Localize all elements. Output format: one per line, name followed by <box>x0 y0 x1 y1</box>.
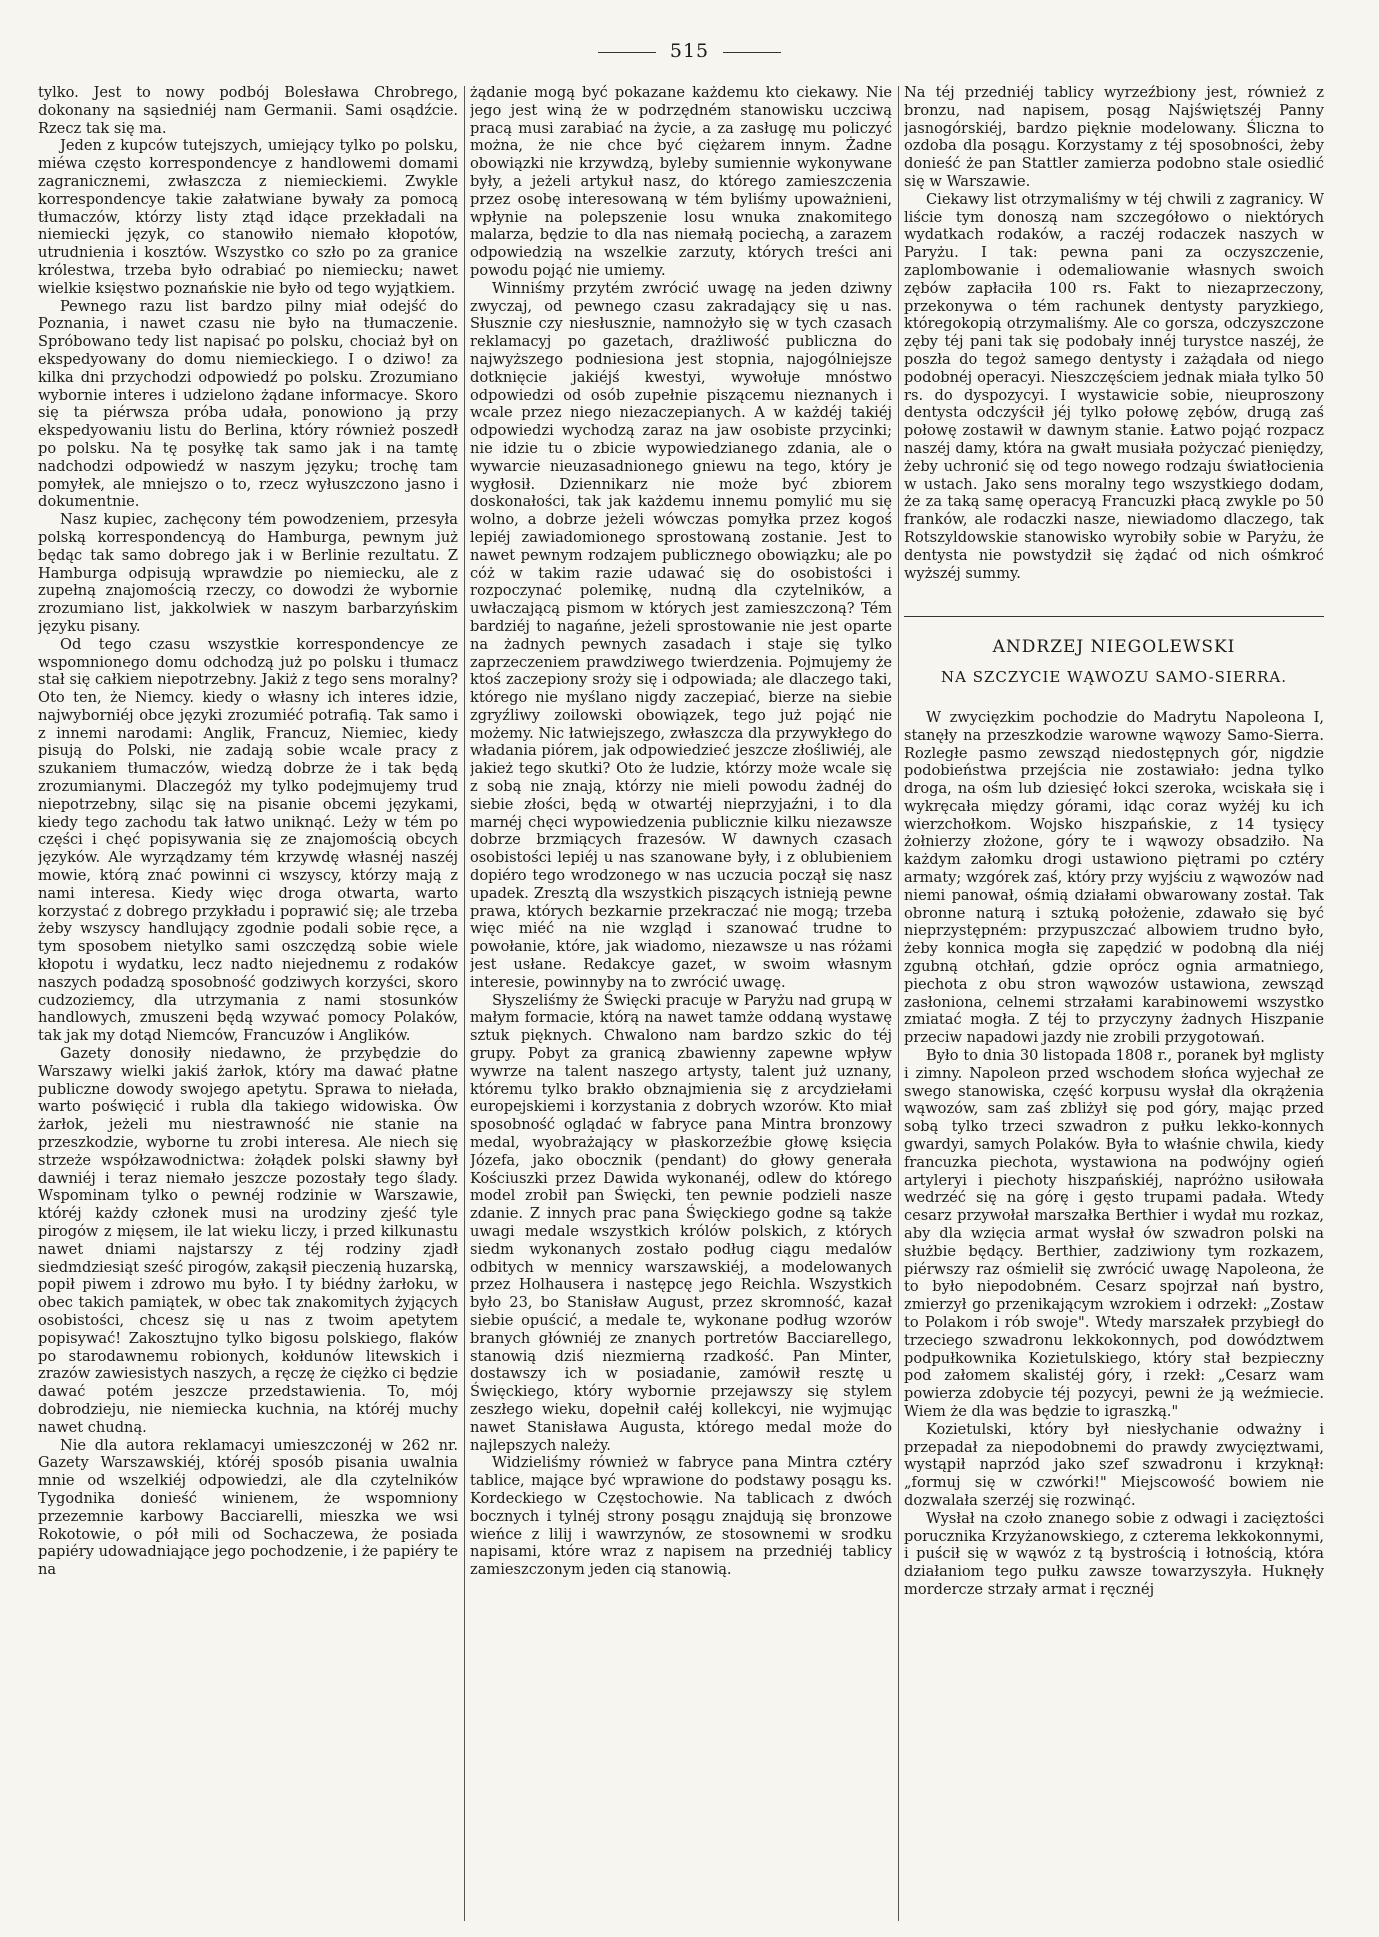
paragraph: Widzieliśmy również w fabryce pana Mintra cztéry tablice, mające być wprawione do podstawy posągu ks. Kordeckiego w Częstochowie. Na tablicach z dwóch bocznych i tylnéj strony posągu znajdują się bronzowe wieńce z lilij i wawrzynów, ze stosownemi w srodku napisami, które wraz z napisem na przedniéj tablicy zamieszczonym jeden cią stanowią. <box>470 1454 892 1579</box>
paragraph: W zwycięzkim pochodzie do Madrytu Napoleona I, stanęły na przeszkodzie warowne wąwozy Samo-Sierra. Rozległe pasmo zewsząd niedostępnych gór, nigdzie podobieństwa przejścia nie zostawiało: jedna tylko droga, na ośm lub dziesięć łokci szeroka, wciskała się i wykręcała między górami, idąc coraz wyżéj ku ich wierzchołkom. Wojsko hiszpańskie, z 14 tysięcy żołnierzy złożone, góry te i wąwozy obsadziło. Na każdym załomku drogi ustawiono piętrami po cztéry armaty; wzgórek zaś, który przy wyjściu z wąwozów nad niemi panował, ośmią działami obwarowany został. Tak obronne naturą i sztuką położenie, zdawało się być nieprzystępném: przypuszczać albowiem trudno było, żeby konnica mogła się zapędzić w podobną dla niéj zgubną otchłań, gdzie oprócz ognia armatniego, piechota z obu stron wąwozów ustawiona, zewsząd zasłoniona, celnemi strzałami karabinowemi wszystko zmiatać mogła. Z téj to przyczyny żadnych Hiszpanie przeciw napadowi jazdy nie zrobili przygotowań. <box>904 708 1324 1047</box>
paragraph: Nie dla autora reklamacyi umieszczonéj w 262 nr. Gazety Warszawskiéj, któréj sposób pisania uwalnia mnie od wszelkiéj odpowiedzi, ale dla czytelników Tygodnika donieść winienem, że wspomniony przezemnie karbowy Bacciarelli, mieszka we wsi Rokotowie, o pół mili od Sochaczewa, że posiada papiéry udowadniające jego pochodzenie, i że papiéry te na <box>38 1436 458 1579</box>
column-rule <box>898 86 899 1921</box>
page-number <box>0 40 1379 62</box>
column-middle <box>470 84 892 1924</box>
paragraph: Jeden z kupców tutejszych, umiejący tylko po polsku, miéwa często korrespondencye z handlowemi domami zagranicznemi, zwłaszcza z niemieckiemi. Zwykle korrespondencye takie załatwiane bywały za pomocą tłumaczów, którzy listy ztąd idące przekładali na niemiecki język, co stanowiło niemało kłopotów, utrudnienia i kosztów. Wszystko co szło po za granice królestwa, trzeba było odrabiać po niemiecku; nawet wielkie księstwo poznańskie nie było od tego wyjątkiem. <box>38 137 458 297</box>
column-left <box>38 84 458 1924</box>
paragraph: Winniśmy przytém zwrócić uwagę na jeden dziwny zwyczaj, od pewnego czasu zakradający się u nas. Słusznie czy niesłusznie, namnożyło się w tych czasach reklamacyj po gazetach, drażliwość publiczna do najwyższego podniesiona jest stopnia, najogólniejsze dotknięcie jakiéjś kwestyi, wywołuje mnóstwo odpowiedzi od osób zupełnie piszącemu nieznanych i wcale przez niego niezaczepianych. A w każdéj takiéj odpowiedzi wychodzą zaraz na jaw osobiste przycinki; nie idzie tu o zbicie wypowiedzianego zdania, ale o wywarcie nieuzasadnionego gniewu na tego, który je wygłosił. Dziennikarz nie może być zbiorem doskonałości, tak jak każdemu innemu pomylić mu się wolno, a dobrze jeżeli wówczas pomyłka przez kogoś lepiéj zawiadomionego sprostowaną zostanie. Jest to nawet pewnym rodzajem publicznego obowiązku; ale po cóż w takim razie udawać się do osobistości i rozpoczynać polemikę, nudną dla czytelników, a uwłaczającą pismom w których jest zamieszczoną? Tém bardziéj to nagańne, jeżeli sprostowanie nie jest oparte na żadnych pewnych zasadach i staje się tylko zaprzeczeniem prawdziwego twierdzenia. Pojmujemy że ktoś zaczepiony sroży się i odpowiada; ale dlaczego taki, którego nie myślano nigdy zaczepiać, bierze na siebie zgryźliwy zoilowski obowiązek, tego już pojąć nie możemy. Nic łatwiejszego, zwłaszcza dla przywykłego do władania piórem, jak odpowiedzieć jeszcze złośliwiéj, ale jakież tego skutki? Oto że ludzie, którzy może wcale się z sobą nie znają, którzy nie mieli powodu żadnéj do siebie złości, będą w otwartéj nieprzyjaźni, i to dla marnéj chęci wypowiedzenia publicznie kilku niezawsze dobrze brzmiących frazesów. W dawnych czasach osobistości lepiéj u nas szanowane były, i z oblubieniem dopiéro tego wrodzonego w nas uczucia począł się nasz upadek. Zresztą dla wszystkich piszących istnieją pewne prawa, których bezkarnie przekraczać nie mogą; trzeba więc miéć na nie wzgląd i szanować trudne to powołanie, które, jak wiadomo, niezawsze u nas różami jest usłane. Redakcye gazet, w swoim własnym interesie, powinnyby na to zwrócić uwagę. <box>470 279 892 991</box>
paragraph: Od tego czasu wszystkie korrespondencye ze wspomnionego domu odchodzą już po polsku i tłumacz stał się całkiem niepotrzebny. Jakiż z tego sens moralny? Oto ten, że Niemcy. kiedy o własny ich interes idzie, najwyborniéj obce języki zrozumiéć potrafią. Tak samo i z innemi narodami: Anglik, Francuz, Niemiec, kiedy pisują do Polski, nie zadają sobie wcale pracy z szukaniem tłumaczów, wiedzą dobrze że i tak będą zrozumianymi. Dlaczegóż my tylko podejmujemy trud niepotrzebny, siląc się na pisanie obcemi językami, kiedy tego zachodu tak łatwo uniknąć. Leży w tém po części i chęć popisywania się ze znajomością obcych języków. Ale wyrządzamy tém krzywdę własnéj naszéj mowie, którą znać powinni ci wszyscy, którzy mają z nami interesa. Kiedy więc droga otwarta, warto korzystać z dobrego przykładu i poprawić się; ale trzeba żeby wszyscy handlujący zgodnie podali sobie ręce, a tym sposobem nietylko sami oszczędzą sobie wiele kłopotu i wydatku, lecz nadto niejednemu z rodaków naszych podadzą sposobność godziwych korzyści, skoro cudzoziemcy, dla utrzymania z nami stosunków handlowych, zmuszeni będą wzywać pomocy Polaków, tak jak my dotąd Niemców, Francuzów i Anglików. <box>38 635 458 1045</box>
paragraph: Nasz kupiec, zachęcony tém powodzeniem, przesyła polską korrespondencyą do Hamburga, pewnym już będąc tak samo dobrego jak i w Berlinie rezultatu. Z Hamburga odpisują wprawdzie po niemiecku, ale z zupełną znajomością rzeczy, co dowodzi że wybornie zrozumiano list, jakkolwiek w naszym barbarzyńskim języku pisany. <box>38 511 458 635</box>
paragraph: Gazety donosiły niedawno, że przybędzie do Warszawy wielki jakiś żarłok, który ma dawać płatne publiczne dowody swojego apetytu. Sprawa to niełada, warto poświęcić i rubla dla takiego widowiska. Ów żarłok, jeżeli mu niestrawność nie stanie na przeszkodzie, wyborne tu zrobi interesa. Ale niech się strzeże współzawodnictwa: żołądek polski sławny był dawniéj i teraz niemało jeszcze pozostały tego ślady. Wspominam tylko o pewnéj rodzinie w Warszawie, któréj każdy członek musi na urodziny zjeść tyle pirogów z mięsem, ile lat wieku liczy, i przed kilkunastu nawet dniami najstarszy z téj rodziny zjadł siedmdziesiąt sześć pirogów, zakąsił pieczenią huzarską, popił piwem i zdrowo mu było. I ty biédny żarłoku, w obec takich pamiątek, w obec tak znakomitych żyjących osobistości, chcesz się u nas z twoim apetytem popisywać! Zakosztujno tylko bigosu polskiego, flaków po starodawnemu robionych, kołdunów litewskich i zrazów zawiesistych naszych, a ręczę że ciężko ci będzie dawać potém jeszcze przedstawienia. To, mój dobrodzieju, nie niemiecka kuchnia, na któréj muchy nawet chudną. <box>38 1045 458 1436</box>
paragraph: żądanie mogą być pokazane każdemu kto ciekawy. Nie jego jest winą że w podrzędném stanowisku uczciwą pracą musi zarabiać na życie, a za zasługę mu policzyć można, że nie chce być ciężarem innym. Żadne obowiązki nie krzywdzą, byleby sumiennie wykonywane były, a jeżeli artykuł nasz, do którego zamieszczenia przez osobę interesowaną w tém byliśmy upoważnieni, wpłynie na polepszenie losu wnuka znakomitego malarza, będzie to dla nas niemałą pociechą, a zarazem odpowiedzią na wszelkie zarzuty, których treści ani powodu pojąć nie umiemy. <box>470 84 892 279</box>
paragraph: Słyszeliśmy że Święcki pracuje w Paryżu nad grupą w małym formacie, którą na nawet tamże oddaną wystawę sztuk pięknych. Chwalono nam bardzo szkic do téj grupy. Pobyt za granicą zbawienny zapewne wpływ wywrze na talent naszego artysty, talent już uznany, któremu tylko brakło obznajmienia się z arcydziełami europejskiemi i korzystania z dobrych wzorów. Kto miał sposobność oglądać w fabryce pana Mintra bronzowy medal, wyobrażający w płaskorzeźbie głowę księcia Józefa, jako obocznik (pendant) do głowy generała Kościuszki przez Dawida wykonanéj, odlew do którego model zrobił pan Święcki, ten pewnie podzieli nasze zdanie. Z innych prac pana Święckiego godne są także uwagi medale wszystkich królów polskich, z których siedm wykonanych zostało podług ciągu medalów odbitych w mennicy warszawskiéj, a modelowanych przez Holhausera i następcę jego Reichla. Wszystkich było 23, bo Stanisław August, przez skromność, kazał siebie opuścić, a medale te, wykonane podług wzorów branych główniéj ze znanych portretów Bacciarellego, stanowią dziś niezmierną rzadkość. Pan Minter, dostawszy ich w posiadanie, zamówił resztę u Święckiego, który wybornie przejawszy się stylem zeszłego wieku, dopełnił całéj kollekcyi, nie wyjmując nawet Stanisława Augusta, którego medal może do najlepszych należy. <box>470 991 892 1454</box>
paragraph: Było to dnia 30 listopada 1808 r., poranek był mglisty i zimny. Napoleon przed wschodem słońca wyjechał ze swego stanowiska, część korpusu wysłał dla okrążenia wąwozów, sam zaś zbliżył się pod góry, mając przed sobą tylko trzeci szwadron z pułku lekko-konnych gwardyi, samych Polaków. Była to właśnie chwila, kiedy francuzka piechota, wystawiona na podwójny ogień artyleryi i piechoty hiszpańskiéj, napróżno usiłowała wedrzéć się na górę i gęsto trupami padała. Wtedy cesarz przywołał marszałka Berthier i wydał mu rozkaz, aby dla wzięcia armat wysłał ów szwadron polski na służbie będący. Berthier, zadziwiony tym rozkazem, piérwszy raz ośmielił się zwrócić uwagę Napoleona, że to było niepodobném. Cesarz spojrzał nań bystro, zmierzył go przenikającym wzrokiem i odrzekł: „Zostaw to Polakom i rób swoje". Wtedy marszałek przybiegł do trzeciego szwadronu lekkokonnych, pod dowództwem podpułkownika Kozietulskiego, który stał bezpieczny pod załomem skalistéj góry, i rzekł: „Cesarz wam powierza zdobycie téj pozycyi, pewni że ją weźmiecie. Wiem że dla was będzie to igraszką." <box>904 1047 1324 1420</box>
page-number-text: 515 <box>669 40 710 62</box>
paragraph: tylko. Jest to nowy podbój Bolesława Chrobrego, dokonany na sąsiedniéj nam Germanii. Sami osądźcie. Rzecz tak się ma. <box>38 84 458 137</box>
paragraph: Ciekawy list otrzymaliśmy w téj chwili z zagranicy. W liście tym donoszą nam szczegółowo o niektórych wydatkach rodaków, a raczéj rodaczek naszych w Paryżu. I tak: pewna pani za oczyszczenie, zaplombowanie i odemaliowanie własnych swoich zębów zapłaciła 100 rs. Fakt to niezaprzeczony, przekonywa o tém rachunek dentysty paryzkiego, któregokopią otrzymaliśmy. Ale co gorsza, odczyszczone zęby téj pani tak się podobały innéj turystce naszéj, że poszła do tegoż samego dentysty i zażądała od niego podobnéj operacyi. Nieszczęściem jednak miała tylko 50 rs. do dyspozycyi. I wystawicie sobie, nieuproszony dentysta odczyścił jéj tylko połowę zębów, drugą zaś połowę zostawił w dawnym stanie. Łatwo pojąć rozpacz naszéj damy, która na gwałt musiała pożyczać pieniędzy, żeby uchronić się od tego nowego rodzaju światłocienia w ustach. Jako sens moralny tego wszystkiego dodam, że za taką samę operacyą Francuzki płacą zwykle po 50 franków, ale rodaczki nasze, niewiadomo dlaczego, tak Rotszyldowskie stanowisko wyrobiły sobie w Paryżu, że dentysta nie powstydził się żądać od nich ośmkroć wyższéj summy. <box>904 190 1324 582</box>
article-subtitle: NA SZCZYCIE WĄWOZU SAMO-SIERRA. <box>941 668 1287 687</box>
article-title: ANDRZEJ NIEGOLEWSKI <box>992 637 1236 658</box>
paragraph: Kozietulski, który był niesłychanie odważny i przepadał za niepodobnemi do prawdy zwycięztwami, wystąpił naprzód jako szef szwadronu i krzyknął: „formuj się w czwórki!" Miejscowość bowiem nie dozwalała szerzéj się rozwinąć. <box>904 1420 1324 1509</box>
paragraph: Na téj przedniéj tablicy wyrzeźbiony jest, również z bronzu, nad napisem, posąg Najświętszéj Panny jasnogórskiéj, bardzo pięknie modelowany. Śliczna to ozdoba dla posągu. Korzystamy z téj sposobności, żeby donieść że pan Stattler zamierza podobno stale osiedlić się w Warszawie. <box>904 84 1324 190</box>
paragraph: Wysłał na czoło znanego sobie z odwagi i zacięztości porucznika Krzyżanowskiego, z czterema lekkokonnymi, i puścił się w wąwóz z tą bystrością i łotnością, która działaniom tego pułku zawsze towarzyszyła. Huknęły mordercze strzały armat i ręcznéj <box>904 1509 1324 1598</box>
column-rule <box>464 86 465 1921</box>
section-divider <box>904 616 1324 617</box>
column-right <box>904 84 1324 1924</box>
paragraph: Pewnego razu list bardzo pilny miał odejść do Poznania, i nawet czasu nie było na tłumaczenie. Spróbowano tedy list napisać po polsku, chociaż był on ekspedyowany do domu niemieckiego. I o dziwo! za kilka dni przychodzi odpowiedź po polsku. Zrozumiano wybornie interes i udzielono żądane informacye. Skoro się ta piérwsza próba udała, ponowiono ją przy ekspedyowaniu listu do Berlina, który również poszedł po polsku. Na tę posyłkę tak samo jak i na tamtę nadchodzi odpowiedź w naszym języku; trochę tam pomyłek, ale mniejszo o to, rzecz wyłuszczono jasno i dokumentnie. <box>38 297 458 511</box>
